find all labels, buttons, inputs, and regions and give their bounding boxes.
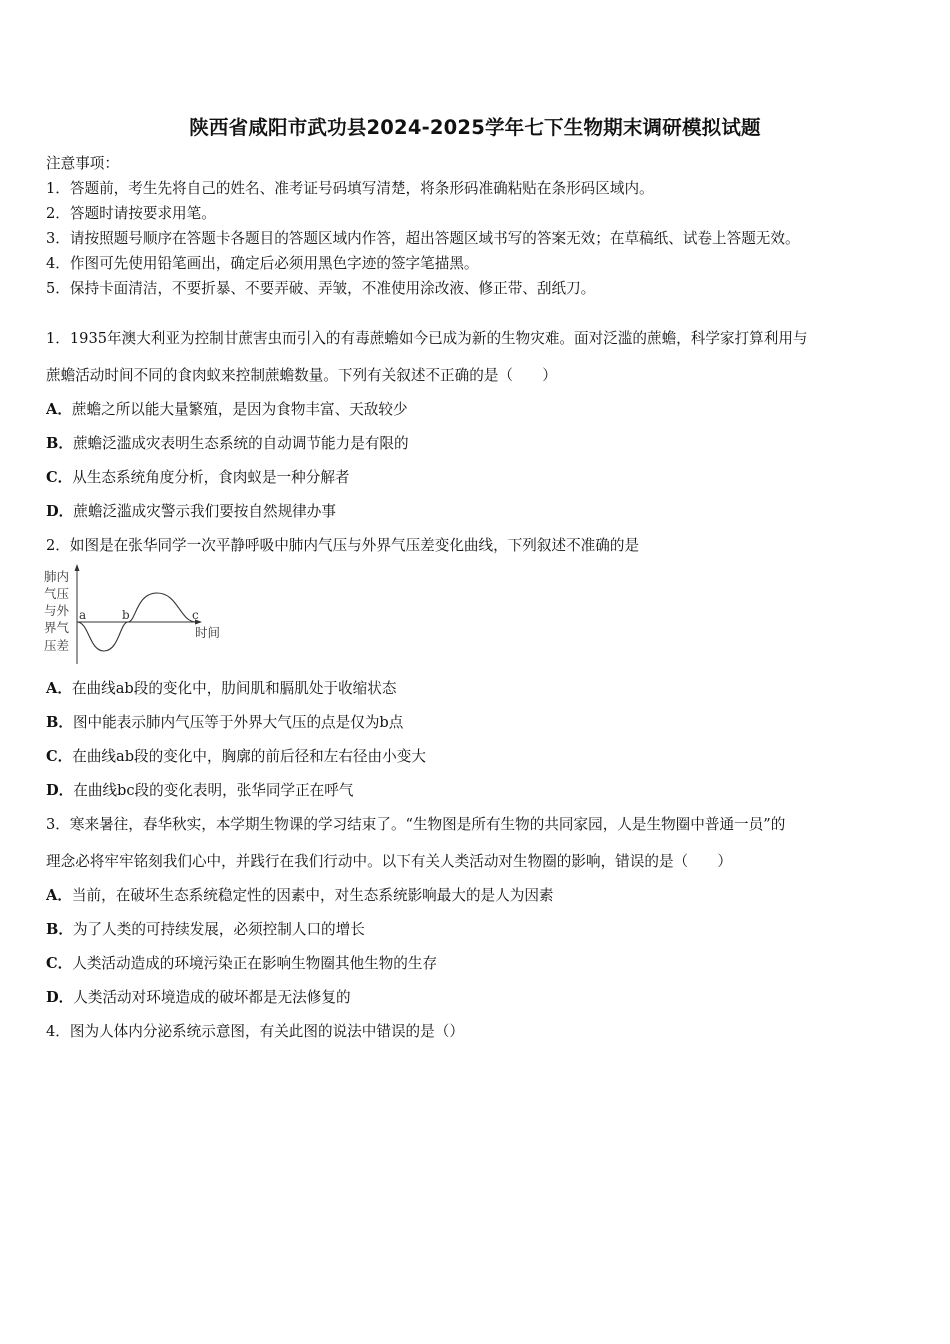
exam-title: 陕西省咸阳市武功县2024-2025学年七下生物期末调研模拟试题	[189, 116, 761, 139]
option-text: 人类活动造成的环境污染正在影响生物圈其他生物的生存	[72, 955, 438, 972]
option-text: 当前，在破坏生态系统稳定性的因素中，对生态系统影响最大的是人为因素	[71, 887, 554, 904]
question-3-stem: 3．寒来暑往，春华秋实，本学期生物课的学习结束了。“生物图是所有生物的共同家园，人是生物圈中普通一员”的	[46, 816, 786, 833]
option-letter: B．	[46, 921, 73, 938]
option-text: 从生态系统角度分析，食肉蚁是一种分解者	[72, 469, 350, 486]
figure-ylabel: 肺内	[44, 569, 70, 584]
question-2-option-c	[46, 745, 426, 766]
option-text: 图中能表示肺内气压等于外界大气压的点是仅为b点	[72, 714, 404, 731]
notice-item: 2．答题时请按要求用笔。	[46, 205, 216, 222]
question-3-option-b	[46, 918, 365, 939]
option-letter: D．	[46, 782, 74, 799]
option-text: 蔗蟾泛滥成灾表明生态系统的自动调节能力是有限的	[72, 435, 409, 452]
figure-ylabel: 压差	[44, 638, 70, 653]
notice-item: 3．请按照题号顺序在答题卡各题目的答题区域内作答，超出答题区域书写的答案无效；在草稿纸、试卷上答题无效。	[46, 230, 800, 247]
question-4-stem: 4．图为人体内分泌系统示意图，有关此图的说法中错误的是（）	[46, 1023, 464, 1040]
option-letter: A．	[46, 887, 72, 904]
option-text: 蔗蟾泛滥成灾警示我们要按自然规律办事	[73, 503, 336, 520]
question-3-option-a	[46, 884, 554, 905]
point-label-a: a	[79, 608, 87, 622]
option-text: 在曲线bc段的变化表明，张华同学正在呼气	[73, 782, 354, 799]
question-1-option-b	[46, 432, 409, 453]
point-label-c: c	[192, 608, 199, 622]
question-2-option-b	[46, 711, 403, 732]
option-letter: A．	[46, 680, 72, 697]
question-2-option-d	[46, 779, 353, 800]
option-letter: D．	[46, 503, 74, 520]
option-text: 蔗蟾之所以能大量繁殖，是因为食物丰富、天敌较少	[71, 401, 408, 418]
question-1-option-a	[46, 398, 408, 419]
notice-item: 5．保持卡面清洁，不要折暴、不要弄破、弄皱，不准使用涂改液、修正带、刮纸刀。	[46, 280, 596, 297]
figure-ylabel: 与外	[44, 603, 70, 618]
option-text: 人类活动对环境造成的破坏都是无法修复的	[73, 989, 351, 1006]
notice-heading: 注意事项：	[46, 155, 119, 172]
option-letter: B．	[46, 714, 73, 731]
question-2-stem: 2．如图是在张华同学一次平静呼吸中肺内气压与外界气压差变化曲线，下列叙述不准确的是	[46, 537, 640, 554]
option-letter: A．	[46, 401, 72, 418]
option-letter: B．	[46, 435, 73, 452]
question-1-option-d	[46, 500, 336, 521]
question-1-stem: 蔗蟾活动时间不同的食肉蚁来控制蔗蟾数量。下列有关叙述不正确的是（ ）	[46, 367, 557, 384]
option-text: 在曲线ab段的变化中，肋间肌和膈肌处于收缩状态	[71, 680, 397, 697]
question-3-stem: 理念必将牢牢铭刻我们心中，并践行在我们行动中。以下有关人类活动对生物圈的影响，错误的是（ ）	[46, 853, 732, 870]
pressure-difference-figure	[40, 562, 240, 668]
option-text: 为了人类的可持续发展，必须控制人口的增长	[72, 921, 365, 938]
option-letter: C．	[46, 748, 73, 765]
figure-ylabel: 界气	[44, 620, 70, 635]
y-axis-arrow	[75, 564, 80, 571]
question-3-option-d	[46, 986, 351, 1007]
question-1-option-c	[46, 466, 350, 487]
figure-ylabel: 气压	[44, 586, 70, 601]
option-letter: D．	[46, 989, 74, 1006]
option-letter: C．	[46, 955, 73, 972]
notice-item: 1．答题前，考生先将自己的姓名、准考证号码填写清楚，将条形码准确粘贴在条形码区域内。	[46, 180, 654, 197]
question-2-option-a	[46, 677, 396, 698]
figure-xlabel: 时间	[195, 625, 221, 640]
question-1-stem: 1．1935年澳大利亚为控制甘蔗害虫而引入的有毒蔗蟾如今已成为新的生物灾难。面对泛滥的蔗蟾，科学家打算利用与	[46, 330, 808, 347]
point-label-b: b	[122, 608, 130, 622]
notice-item: 4．作图可先使用铅笔画出，确定后必须用黑色字迹的签字笔描黑。	[46, 255, 479, 272]
option-text: 在曲线ab段的变化中，胸廓的前后径和左右径由小变大	[72, 748, 426, 765]
option-letter: C．	[46, 469, 73, 486]
question-3-option-c	[46, 952, 437, 973]
